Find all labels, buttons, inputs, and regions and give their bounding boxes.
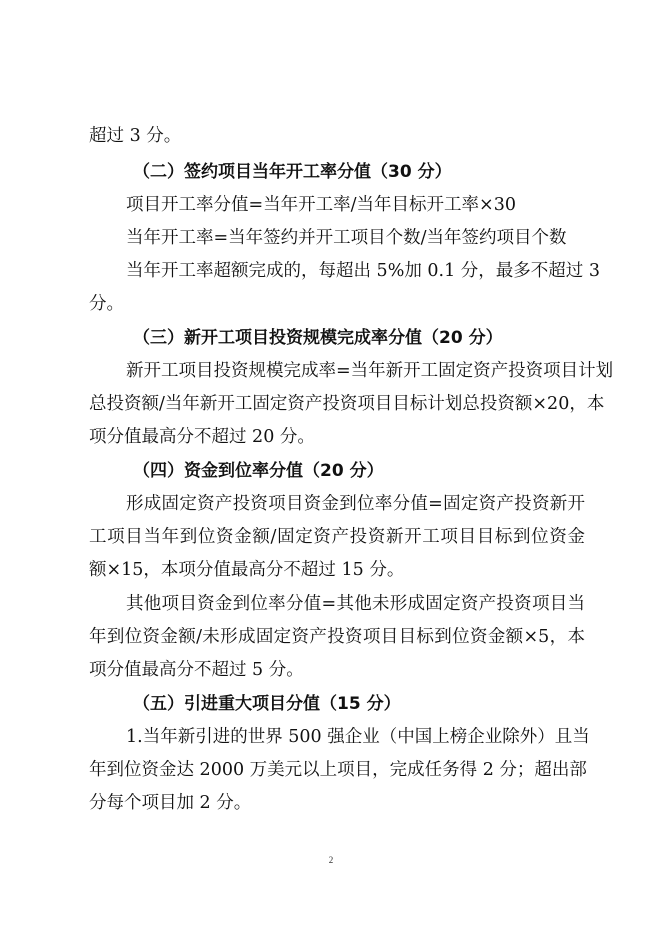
- text-line: 当年开工率超额完成的，每超出 5%加 0.1 分，最多不超过 3: [126, 261, 600, 281]
- text-line: 1.当年新引进的世界 500 强企业（中国上榜企业除外）且当: [126, 727, 590, 747]
- text-line: 当年开工率=当年签约并开工项目个数/当年签约项目个数: [126, 228, 567, 248]
- section-heading: （五）引进重大项目分值（15 分）: [133, 694, 401, 714]
- text-line: 额×15，本项分值最高分不超过 15 分。: [89, 560, 405, 580]
- page-number: 2: [328, 855, 334, 865]
- text-line: 新开工项目投资规模完成率=当年新开工固定资产投资项目计划: [126, 361, 614, 381]
- text-line: 形成固定资产投资项目资金到位率分值=固定资产投资新开: [126, 494, 585, 514]
- text-line: 总投资额/当年新开工固定资产投资项目目标计划总投资额×20，本: [89, 394, 605, 414]
- text-line: 年到位资金达 2000 万美元以上项目，完成任务得 2 分；超出部: [89, 760, 587, 780]
- text-line: 年到位资金额/未形成固定资产投资项目目标到位资金额×5，本: [89, 627, 585, 647]
- text-line: 其他项目资金到位率分值=其他未形成固定资产投资项目当: [126, 594, 585, 614]
- section-heading: （四）资金到位率分值（20 分）: [133, 461, 384, 481]
- text-line: 项目开工率分值=当年开工率/当年目标开工率×30: [126, 195, 516, 215]
- text-line: 项分值最高分不超过 5 分。: [89, 660, 304, 680]
- section-heading: （三）新开工项目投资规模完成率分值（20 分）: [133, 328, 503, 348]
- text-line: 项分值最高分不超过 20 分。: [89, 427, 315, 447]
- section-heading: （二）签约项目当年开工率分值（30 分）: [133, 162, 452, 182]
- text-line: 分。: [89, 294, 124, 314]
- text-line: 超过 3 分。: [89, 126, 182, 146]
- text-line: 工项目当年到位资金额/固定资产投资新开工项目目标到位资金: [89, 527, 585, 547]
- text-line: 分每个项目加 2 分。: [89, 793, 252, 813]
